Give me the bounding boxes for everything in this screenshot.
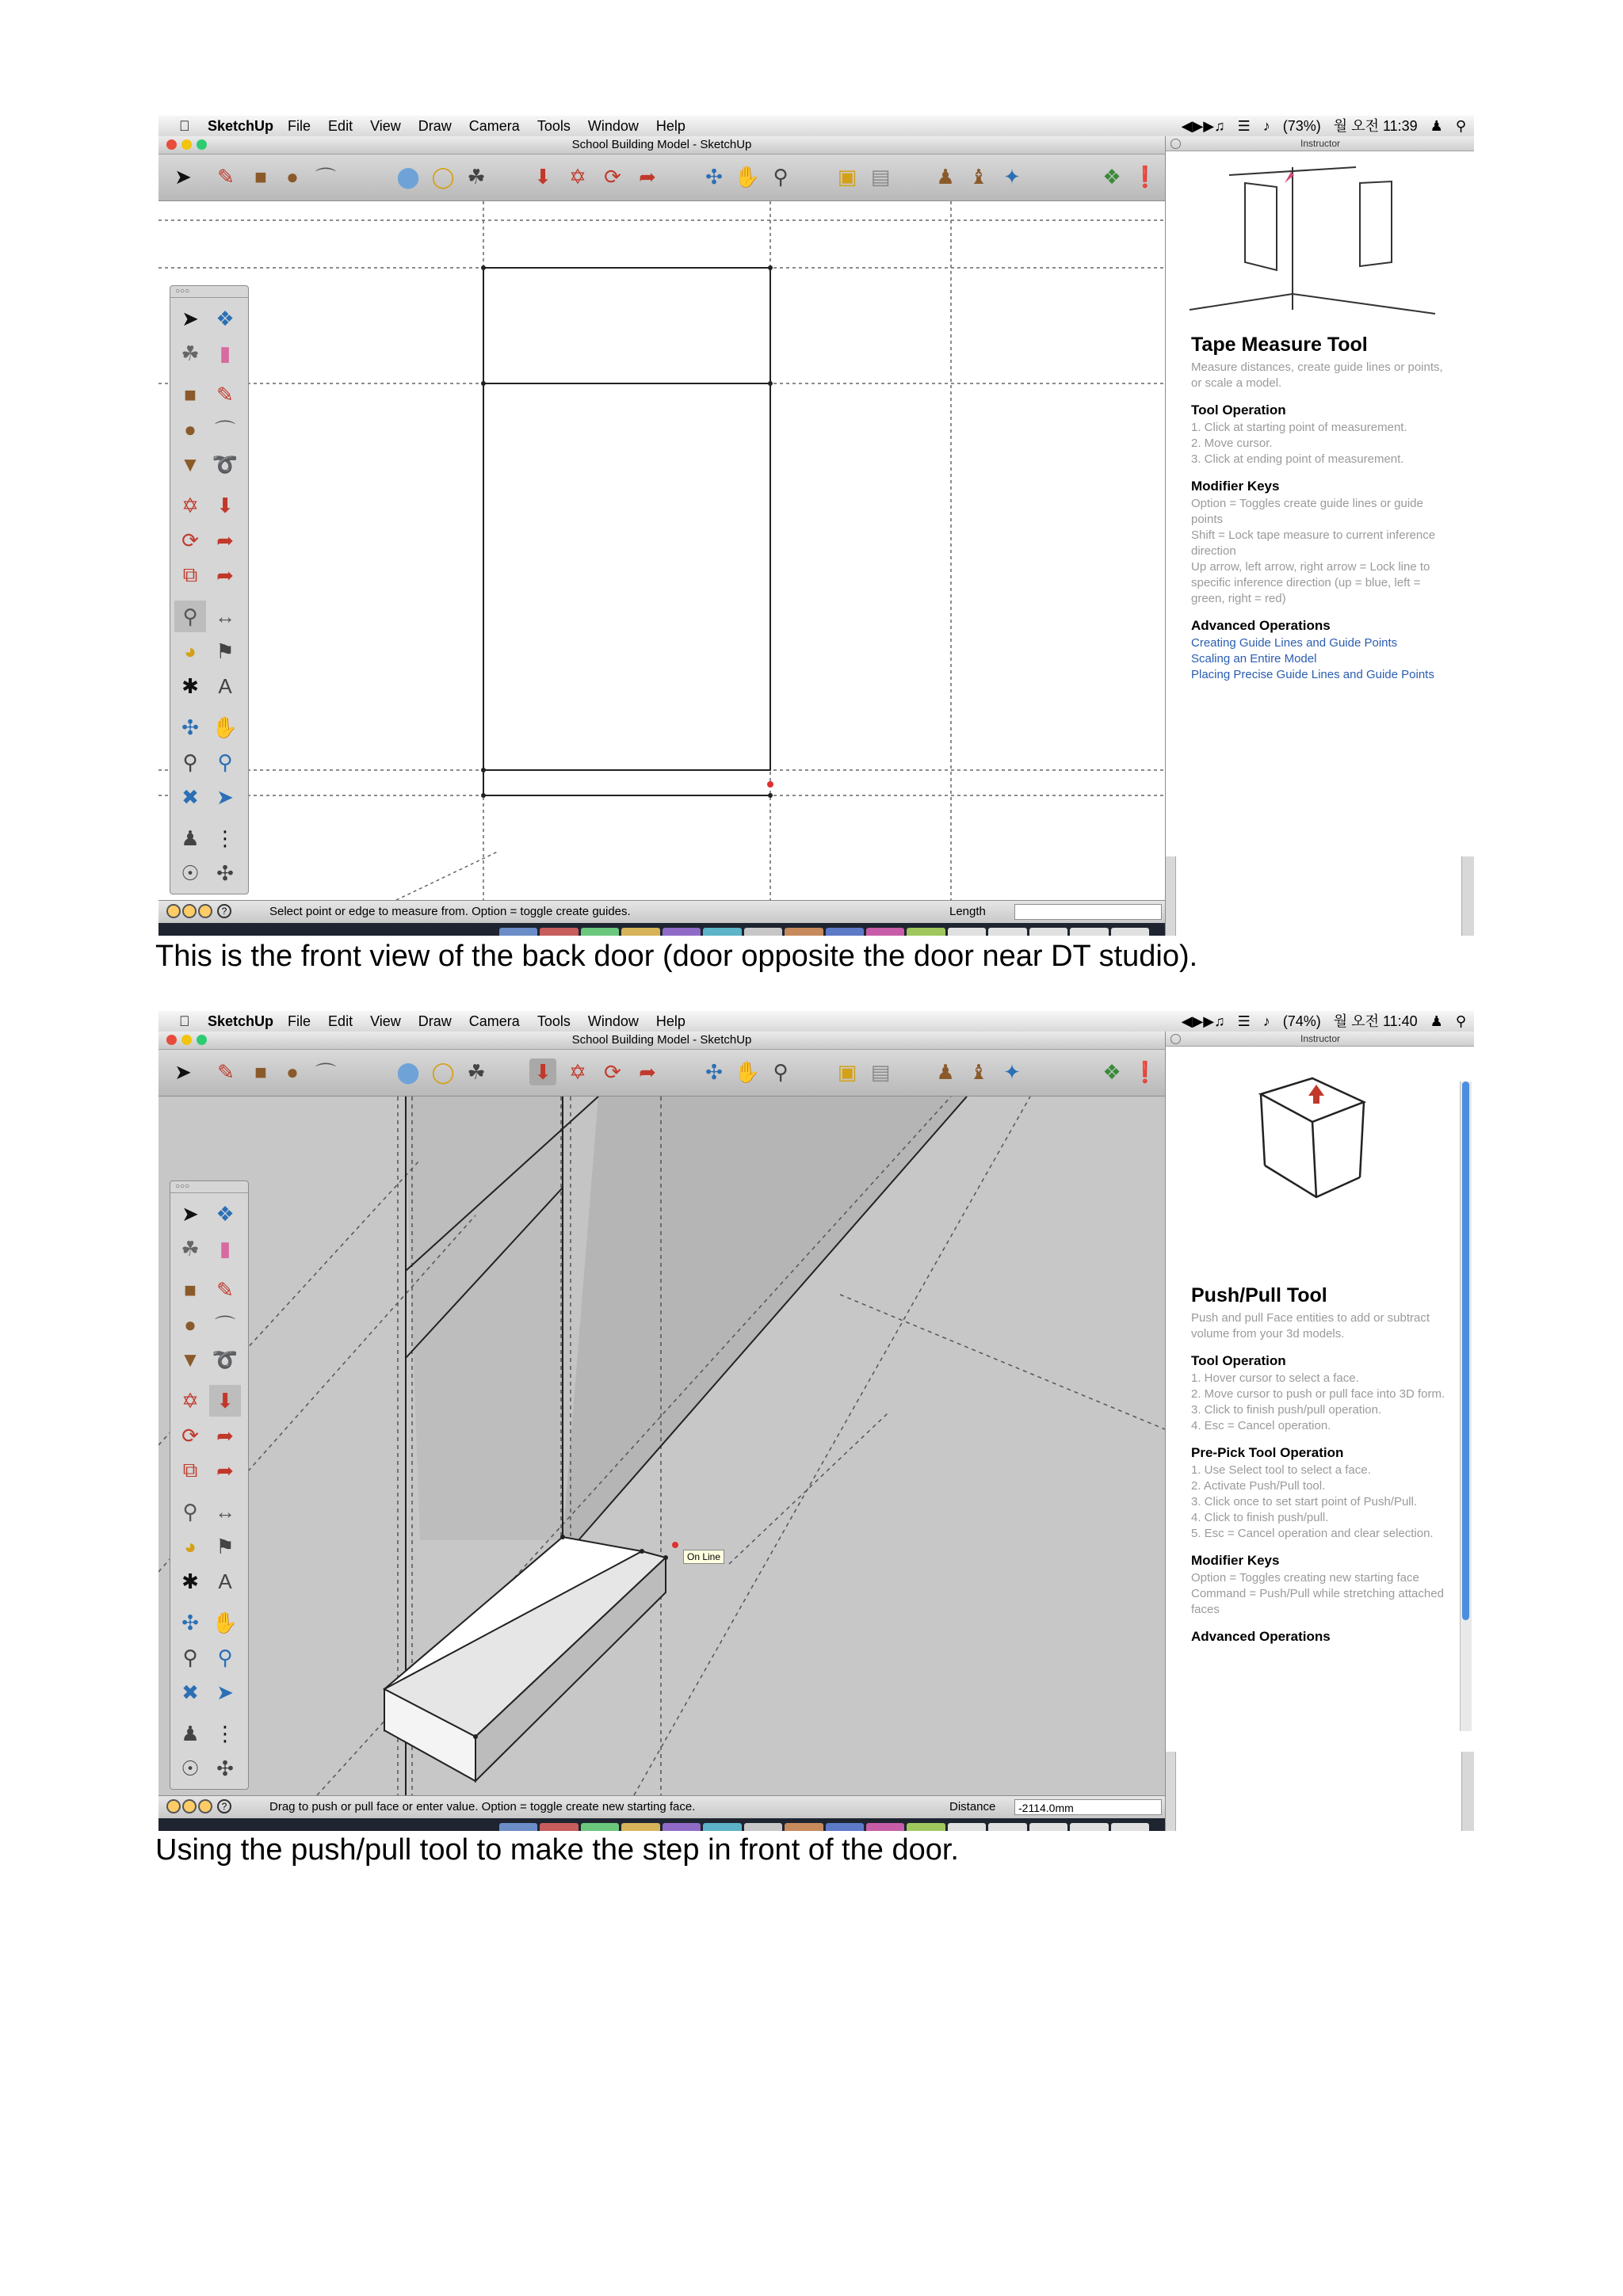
rotate-icon[interactable]: ⟳ (181, 1423, 199, 1447)
model-viewport[interactable] (158, 1097, 1165, 1795)
zoom-window-icon[interactable]: ⚲ (217, 749, 233, 774)
walk-icon[interactable]: ♟ (936, 1059, 955, 1084)
status-bar (158, 1795, 1165, 1818)
menu-view[interactable]: View (370, 1013, 401, 1029)
user-icon[interactable]: ♟ (1430, 1013, 1443, 1029)
modifier-item: Option = Toggles create guide lines or guide points (1191, 497, 1423, 526)
instructor-content (1191, 334, 1453, 683)
wifi-icon[interactable]: ☰ (1237, 118, 1251, 134)
push-pull-icon[interactable]: ⬇ (534, 164, 552, 189)
line-icon[interactable]: ✎ (216, 1277, 234, 1302)
text-icon[interactable]: ⚑ (216, 1534, 235, 1558)
axes-icon[interactable]: ✱ (181, 1569, 199, 1593)
apple-menu-icon[interactable] (179, 116, 197, 136)
scale-icon[interactable]: ⧉ (182, 1458, 198, 1482)
status-bar (158, 900, 1165, 923)
push-pull-icon[interactable]: ⬇ (216, 493, 234, 517)
follow-me-icon[interactable]: ➦ (216, 1423, 234, 1447)
op-step: 3. Click at ending point of measurement. (1191, 452, 1404, 466)
prepick-step: 3. Click once to set start point of Push/Pull. (1191, 1495, 1418, 1508)
close-panel-icon[interactable] (1170, 139, 1181, 149)
front-view-drawing (158, 201, 1165, 900)
section-tool-operation: Tool Operation (1191, 1353, 1286, 1368)
close-window-icon[interactable] (166, 139, 177, 150)
tape-measure-icon[interactable]: ⚲ (182, 1499, 198, 1524)
move-icon[interactable]: ✡ (181, 493, 199, 517)
freehand-icon[interactable]: ➰ (212, 452, 239, 476)
follow-me-icon[interactable]: ➦ (216, 528, 234, 552)
tool-name: Push/Pull Tool (1191, 1284, 1327, 1306)
large-tool-set-palette (170, 285, 249, 894)
menu-tools[interactable]: Tools (537, 1013, 571, 1029)
volume-icon[interactable]: ♪ (1262, 1013, 1270, 1029)
window-titlebar (158, 136, 1165, 154)
close-window-icon[interactable] (166, 1035, 177, 1045)
zoom-icon[interactable]: ⚲ (773, 1059, 789, 1084)
op-step: 2. Move cursor to push or pull face into 3D form. (1191, 1387, 1445, 1401)
previous-icon[interactable]: ➤ (216, 784, 234, 809)
tape-measure-illustration (1166, 151, 1474, 334)
mac-dock (158, 923, 1165, 936)
credits-icon[interactable] (182, 1799, 197, 1814)
walk-icon[interactable]: ♟ (936, 164, 955, 189)
offset-icon[interactable]: ➦ (639, 1059, 656, 1084)
on-line-tooltip: On Line (683, 1550, 724, 1564)
make-component-icon[interactable]: ❖ (216, 306, 235, 330)
dimension-icon[interactable]: ↔ (215, 604, 235, 628)
position-camera-icon[interactable]: ♟ (181, 1721, 200, 1745)
orbit-icon[interactable]: ✣ (705, 1059, 723, 1084)
credits-icon[interactable] (182, 904, 197, 918)
panel-scrollbar[interactable] (1460, 1081, 1472, 1731)
rotate-icon[interactable]: ⟳ (604, 1059, 621, 1084)
panel-footer (1166, 856, 1474, 936)
menu-help[interactable]: Help (655, 1013, 685, 1029)
prepick-step: 5. Esc = Cancel operation and clear selection. (1191, 1527, 1434, 1540)
geo-location-icon[interactable] (166, 904, 181, 918)
zoom-window-icon[interactable] (197, 1035, 207, 1045)
offset-icon[interactable]: ➦ (216, 1458, 234, 1482)
menu-help[interactable]: Help (655, 118, 685, 134)
battery-status[interactable]: (73%) (1282, 118, 1321, 134)
spotlight-icon[interactable]: ⚲ (1455, 1013, 1466, 1029)
warehouse-icon[interactable]: ❗ (1132, 164, 1159, 189)
eraser-icon[interactable]: ▮ (219, 1236, 231, 1261)
arc-icon[interactable]: ⌒ (315, 166, 336, 190)
window-titlebar (158, 1032, 1165, 1050)
dock-app-icons[interactable] (499, 1823, 1149, 1831)
dimension-icon[interactable]: ↔ (215, 1499, 235, 1524)
select-arrow-icon[interactable]: ➤ (181, 306, 199, 330)
pencil-icon[interactable]: ✎ (217, 1059, 235, 1084)
paint-bucket-icon[interactable]: ☘ (181, 341, 200, 365)
model-viewport[interactable] (158, 201, 1165, 900)
advanced-link[interactable]: Scaling an Entire Model (1191, 652, 1317, 666)
mac-menubar (158, 116, 1474, 137)
move-icon[interactable]: ✡ (569, 1059, 586, 1084)
rectangle-icon[interactable]: ■ (184, 1277, 197, 1302)
pan-icon[interactable]: ✋ (734, 1059, 761, 1084)
arc-icon[interactable]: ⌒ (214, 418, 235, 443)
sketchup-window (158, 136, 1165, 936)
modifier-item: Shift = Lock tape measure to current inference direction (1191, 528, 1436, 558)
measurements-label: Distance (949, 1800, 996, 1814)
tool-name: Tape Measure Tool (1191, 334, 1368, 356)
circle-icon[interactable]: ● (286, 164, 299, 189)
make-component-icon[interactable]: ❖ (216, 1201, 235, 1226)
rectangle-icon[interactable]: ■ (184, 382, 197, 406)
menubar-status-area (1169, 1011, 1466, 1032)
text-icon[interactable]: ⚑ (216, 639, 235, 663)
menu-draw[interactable]: Draw (418, 1013, 452, 1029)
measure-point-marker (767, 781, 773, 788)
paint-bucket-icon[interactable]: ☘ (467, 164, 486, 189)
menu-window[interactable]: Window (587, 1013, 639, 1029)
menu-draw[interactable]: Draw (418, 118, 452, 134)
zoom-extents-icon[interactable]: ▣ (837, 1059, 857, 1084)
palette-titlebar[interactable]: ○○○ (170, 286, 248, 298)
dock-app-icons[interactable] (499, 928, 1149, 936)
op-step: 1. Hover cursor to select a face. (1191, 1371, 1359, 1385)
zoom-window-icon[interactable]: ⚲ (217, 1645, 233, 1669)
zoom-icon[interactable]: ⚲ (182, 1645, 198, 1669)
paint-bucket-icon[interactable]: ☘ (181, 1236, 200, 1261)
status-message: Drag to push or pull face or enter value. Option = toggle create new starting face. (269, 1800, 696, 1814)
instructor-content (1191, 1284, 1453, 1646)
help-icon[interactable]: ? (217, 904, 231, 918)
look-around-icon[interactable]: ♝ (969, 1059, 988, 1084)
pan-icon[interactable]: ✋ (212, 1610, 239, 1634)
offset-icon[interactable]: ➦ (639, 164, 656, 189)
footprints-icon[interactable]: ⋮ (215, 826, 235, 850)
section-modifier-keys: Modifier Keys (1191, 479, 1280, 494)
footprints-icon[interactable]: ⋮ (215, 1721, 235, 1745)
section-plane-icon[interactable]: ✣ (216, 860, 234, 885)
clock[interactable]: 월 오전 11:39 (1333, 118, 1418, 134)
eraser-icon[interactable]: ▮ (219, 341, 231, 365)
circle-icon[interactable]: ● (184, 417, 197, 441)
rectangle-icon[interactable]: ■ (254, 164, 267, 189)
clock[interactable]: 월 오전 11:40 (1333, 1013, 1418, 1029)
zoom-icon[interactable]: ⚲ (773, 164, 789, 189)
warehouse-icon[interactable]: ❗ (1132, 1059, 1159, 1084)
spotlight-icon[interactable]: ⚲ (1455, 118, 1466, 134)
polygon-icon[interactable]: ▼ (180, 452, 200, 476)
window-title: School Building Model - SketchUp (571, 138, 752, 151)
rotate-icon[interactable]: ⟳ (181, 528, 199, 552)
move-icon[interactable]: ✡ (569, 164, 586, 189)
main-toolbar (158, 1050, 1165, 1097)
advanced-link[interactable]: Creating Guide Lines and Guide Points (1191, 636, 1398, 650)
advanced-link[interactable]: Placing Precise Guide Lines and Guide Points (1191, 668, 1434, 681)
previous-view-icon[interactable]: ▤ (870, 1059, 891, 1084)
media-controls-icon[interactable]: ◀▶▶♫ (1181, 118, 1225, 134)
protractor-icon[interactable]: ◕ (184, 1534, 197, 1558)
wifi-icon[interactable]: ☰ (1237, 1013, 1251, 1029)
arc-icon[interactable]: ⌒ (214, 1314, 235, 1338)
prepick-step: 1. Use Select tool to select a face. (1191, 1463, 1371, 1477)
measurements-label: Length (949, 905, 986, 918)
components-icon[interactable]: ❖ (1102, 164, 1121, 189)
sketchup-window (158, 1032, 1165, 1831)
measurements-input[interactable]: -2114.0mm (1014, 1799, 1162, 1815)
circle-icon[interactable]: ● (184, 1312, 197, 1337)
apple-menu-icon[interactable] (179, 1011, 197, 1032)
instructor-titlebar: Instructor (1166, 136, 1474, 151)
3d-text-icon[interactable]: A (218, 673, 232, 698)
orbit-icon[interactable]: ✣ (705, 164, 723, 189)
menu-file[interactable]: File (288, 1013, 311, 1029)
position-camera-icon[interactable]: ✦ (1003, 164, 1021, 189)
rotate-icon[interactable]: ⟳ (604, 164, 621, 189)
orbit-icon[interactable]: ✣ (181, 715, 199, 739)
zoom-extents-icon[interactable]: ▣ (837, 164, 857, 189)
scale-icon[interactable]: ⧉ (182, 563, 198, 586)
3d-text-icon[interactable]: A (218, 1569, 232, 1593)
section-pre-pick: Pre-Pick Tool Operation (1191, 1445, 1344, 1460)
tool-description: Push and pull Face entities to add or subtract volume from your 3d models. (1191, 1311, 1430, 1341)
paint-bucket-icon[interactable]: ☘ (467, 1059, 486, 1084)
mac-menubar (158, 1011, 1474, 1032)
user-icon[interactable]: ♟ (1430, 118, 1443, 134)
menu-app-name[interactable]: SketchUp (208, 118, 274, 134)
modifier-item: Up arrow, left arrow, right arrow = Lock line to specific inference direction (up = blue, left = green, right = red) (1191, 560, 1430, 605)
tool-description: Measure distances, create guide lines or points, or scale a model. (1191, 360, 1443, 390)
help-icon[interactable]: ? (217, 1799, 231, 1814)
section-advanced-operations: Advanced Operations (1191, 618, 1331, 633)
section-advanced-operations: Advanced Operations (1191, 1629, 1331, 1644)
offset-icon[interactable]: ➦ (216, 563, 234, 587)
screenshot-push-pull (158, 1011, 1474, 1831)
status-message: Select point or edge to measure from. Option = toggle create guides. (269, 905, 631, 918)
zoom-extents-icon[interactable]: ✖ (181, 1680, 199, 1704)
mac-dock (158, 1818, 1165, 1831)
position-camera-icon[interactable]: ♟ (181, 826, 200, 850)
menu-file[interactable]: File (288, 118, 311, 134)
prepick-step: 4. Click to finish push/pull. (1191, 1511, 1329, 1524)
modifier-item: Command = Push/Pull while stretching attached faces (1191, 1587, 1444, 1616)
minimize-window-icon[interactable] (181, 139, 192, 150)
caption-push-pull: Using the push/pull tool to make the step in front of the door. (155, 1833, 959, 1867)
palette-titlebar[interactable]: ○○○ (170, 1181, 248, 1193)
push-pull-drawing (158, 1097, 1165, 1795)
menu-camera[interactable]: Camera (468, 1013, 520, 1029)
menu-edit[interactable]: Edit (328, 118, 353, 134)
window-title: School Building Model - SketchUp (571, 1033, 752, 1047)
axes-icon[interactable]: ✱ (181, 673, 199, 698)
select-arrow-icon[interactable]: ➤ (181, 1201, 199, 1226)
select-arrow-icon[interactable]: ➤ (174, 1059, 192, 1084)
components-icon[interactable]: ❖ (1102, 1059, 1121, 1084)
large-tool-set-palette (170, 1180, 249, 1790)
pan-icon[interactable]: ✋ (212, 715, 239, 739)
eraser-icon[interactable]: ⬤ (396, 164, 420, 189)
close-panel-icon[interactable] (1170, 1034, 1181, 1044)
previous-icon[interactable]: ➤ (216, 1680, 234, 1704)
panel-footer (1166, 1752, 1474, 1831)
pan-icon[interactable]: ✋ (734, 164, 761, 189)
instructor-panel (1165, 1032, 1474, 1831)
menu-window[interactable]: Window (587, 118, 639, 134)
pencil-icon[interactable]: ✎ (217, 164, 235, 189)
op-step: 1. Click at starting point of measurement. (1191, 421, 1407, 434)
instructor-titlebar: Instructor (1166, 1032, 1474, 1047)
instructor-panel (1165, 136, 1474, 936)
push-pull-icon[interactable]: ⬇ (529, 1058, 556, 1085)
minimize-window-icon[interactable] (181, 1035, 192, 1045)
section-tool-operation: Tool Operation (1191, 402, 1286, 418)
zoom-icon[interactable]: ⚲ (182, 749, 198, 774)
menu-app-name[interactable]: SketchUp (208, 1013, 274, 1029)
look-around-icon[interactable]: ☉ (181, 860, 200, 885)
rectangle-icon[interactable]: ■ (254, 1059, 267, 1084)
look-around-icon[interactable]: ☉ (181, 1756, 200, 1780)
look-around-icon[interactable]: ♝ (969, 164, 988, 189)
previous-view-icon[interactable]: ▤ (870, 164, 891, 189)
position-camera-icon[interactable]: ✦ (1003, 1059, 1021, 1084)
media-controls-icon[interactable]: ◀▶▶♫ (1181, 1013, 1225, 1029)
main-toolbar (158, 154, 1165, 201)
line-icon[interactable]: ✎ (216, 382, 234, 406)
protractor-icon[interactable]: ◕ (184, 639, 197, 663)
section-modifier-keys: Modifier Keys (1191, 1553, 1280, 1568)
eraser-icon[interactable]: ⬤ (396, 1059, 420, 1084)
select-arrow-icon[interactable]: ➤ (174, 164, 192, 189)
op-step: 3. Click to finish push/pull operation. (1191, 1403, 1382, 1417)
panel-scroll-thumb[interactable] (1462, 1081, 1469, 1620)
arc-icon[interactable]: ⌒ (315, 1061, 336, 1085)
push-pull-illustration (1166, 1047, 1474, 1213)
menu-camera[interactable]: Camera (468, 118, 520, 134)
prepick-step: 2. Activate Push/Pull tool. (1191, 1479, 1326, 1493)
screenshot-front-view (158, 116, 1474, 936)
modifier-item: Option = Toggles creating new starting face (1191, 1571, 1419, 1585)
menubar-status-area (1169, 116, 1466, 136)
measurements-input[interactable] (1014, 904, 1162, 920)
tape-measure-icon[interactable]: ◯ (431, 1059, 455, 1084)
op-step: 2. Move cursor. (1191, 437, 1273, 450)
menu-edit[interactable]: Edit (328, 1013, 353, 1029)
circle-icon[interactable]: ● (286, 1059, 299, 1084)
orbit-icon[interactable]: ✣ (181, 1610, 199, 1634)
zoom-window-icon[interactable] (197, 139, 207, 150)
op-step: 4. Esc = Cancel operation. (1191, 1419, 1331, 1432)
polygon-icon[interactable]: ▼ (180, 1347, 200, 1371)
tape-measure-icon[interactable]: ⚲ (174, 601, 206, 632)
geo-location-icon[interactable] (166, 1799, 181, 1814)
tape-measure-icon[interactable]: ◯ (431, 164, 455, 189)
menu-view[interactable]: View (370, 118, 401, 134)
inference-point-marker (672, 1542, 678, 1548)
caption-front-view: This is the front view of the back door (door opposite the door near DT studio). (155, 940, 1198, 973)
volume-icon[interactable]: ♪ (1262, 118, 1270, 134)
freehand-icon[interactable]: ➰ (212, 1347, 239, 1371)
move-icon[interactable]: ✡ (181, 1388, 199, 1413)
sign-in-icon[interactable] (198, 1799, 212, 1814)
sign-in-icon[interactable] (198, 904, 212, 918)
battery-status[interactable]: (74%) (1282, 1013, 1321, 1029)
menu-tools[interactable]: Tools (537, 118, 571, 134)
section-plane-icon[interactable]: ✣ (216, 1756, 234, 1780)
zoom-extents-icon[interactable]: ✖ (181, 784, 199, 809)
push-pull-icon[interactable]: ⬇ (209, 1385, 241, 1417)
